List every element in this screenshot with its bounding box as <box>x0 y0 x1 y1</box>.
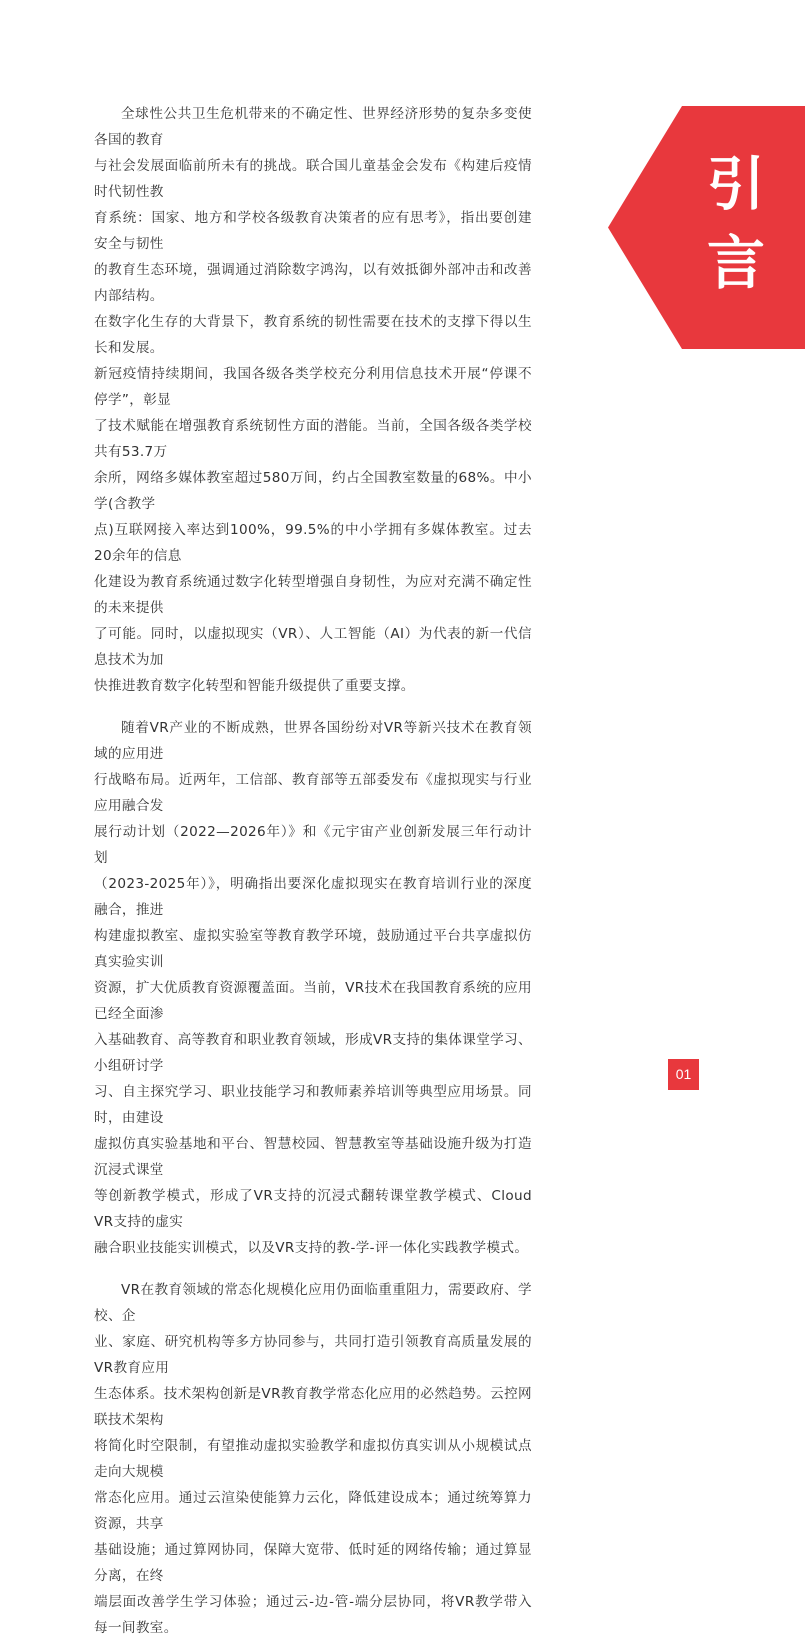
section-title-banner <box>608 106 805 349</box>
banner-shape <box>608 106 805 349</box>
section-title-char-1: 引 <box>706 150 765 218</box>
body-text <box>94 101 532 1641</box>
paragraph-2: 随着VR产业的不断成熟，世界各国纷纷对VR等新兴技术在教育领域的应用进 行战略布局。近两年，工信部、教育部等五部委发布《虚拟现实与行业应用融合发 展行动计划（2022—2026年）》和《元宇宙产业创新发展三年行动计划 （2023-2025年）》，明确指出要深化虚拟现实在教育培训行业的深度融合，推进 构建虚拟教室、虚拟实验室等教育教学环境，鼓励通过平台共享虚拟仿真实验实训 资源，扩大优质教育资源覆盖面。当前，VR技术在我国教育系统的应用已经全面渗 入基础教育、高等教育和职业教育领域，形成VR支持的集体课堂学习、小组研讨学 习、自主探究学习、职业技能学习和教师素养培训等典型应用场景。同时，由建设 虚拟仿真实验基地和平台、智慧校园、智慧教室等基础设施升级为打造沉浸式课堂 等创新教学模式，形成了VR支持的沉浸式翻转课堂教学模式、Cloud VR支持的虚实 融合职业技能实训模式，以及VR支持的教-学-评一体化实践教学模式。 <box>94 720 532 1256</box>
paragraph-3: VR在教育领域的常态化规模化应用仍面临重重阻力，需要政府、学校、企 业、家庭、研究机构等多方协同参与，共同打造引领教育高质量发展的VR教育应用 生态体系。技术架构创新是VR教育教学常态化应用的必然趋势。云控网联技术架构 将简化时空限制，有望推动虚拟实验教学和虚拟仿真实训从小规模试点走向大规模 常态化应用。通过云渲染使能算力云化，降低建设成本；通过统筹算力资源，共享 基础设施；通过算网协同，保障大宽带、低时延的网络传输；通过算显分离，在终 端层面改善学生学习体验；通过云-边-管-端分层协同，将VR教学带入每一间教室。 <box>94 1282 532 1636</box>
paragraph-1: 全球性公共卫生危机带来的不确定性、世界经济形势的复杂多变使各国的教育 与社会发展面临前所未有的挑战。联合国儿童基金会发布《构建后疫情时代韧性教 育系统：国家、地方和学校各级教育决策者的应有思考》，指出要创建安全与韧性 的教育生态环境，强调通过消除数字鸿沟，以有效抵御外部冲击和改善内部结构。 在数字化生存的大背景下，教育系统的韧性需要在技术的支撑下得以生长和发展。 新冠疫情持续期间，我国各级各类学校充分利用信息技术开展“停课不停学”，彰显 了技术赋能在增强教育系统韧性方面的潜能。当前，全国各级各类学校共有53.7万 余所，网络多媒体教室超过580万间，约占全国教室数量的68%。中小学(含教学 点)互联网接入率达到100%，99.5%的中小学拥有多媒体教室。过去20余年的信息 化建设为教育系统通过数字化转型增强自身韧性，为应对充满不确定性的未来提供 了可能。同时，以虚拟现实（VR）、人工智能（AI）为代表的新一代信息技术为加 快推进教育数字化转型和智能升级提供了重要支撑。 <box>94 106 532 694</box>
page-number: 01 <box>668 1059 699 1090</box>
section-title-char-2: 言 <box>706 229 765 297</box>
